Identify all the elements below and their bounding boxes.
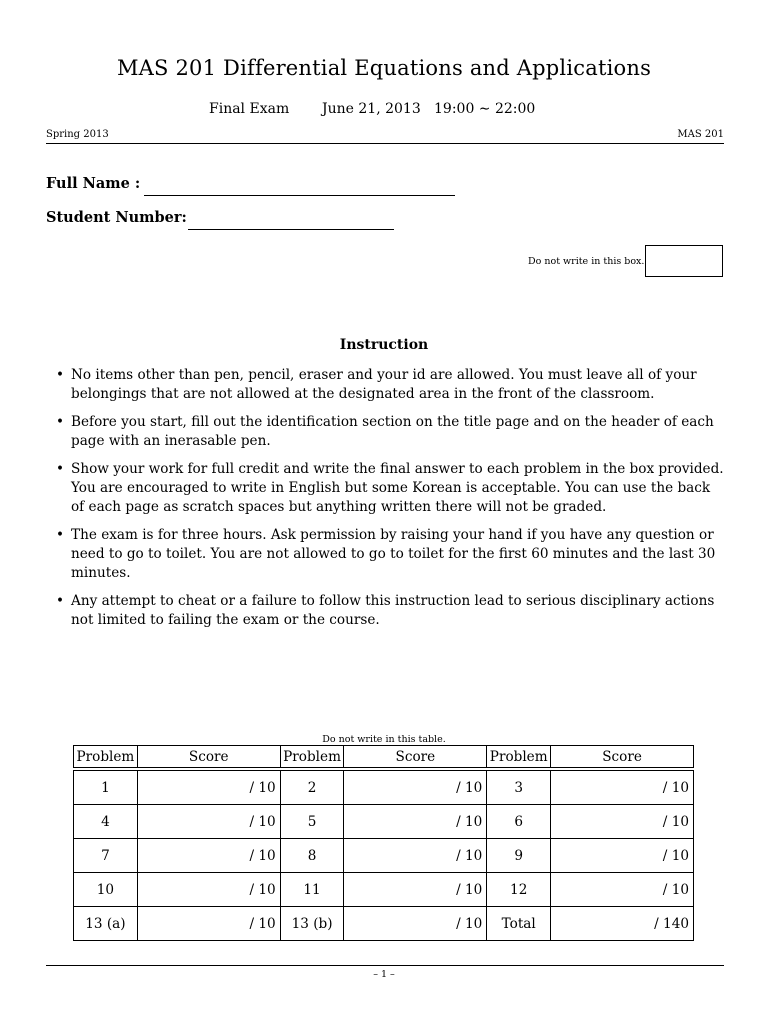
instruction-list <box>56 366 726 639</box>
header-score: Score <box>137 745 280 767</box>
full-name-line[interactable] <box>144 195 455 196</box>
score-cell: / 10 <box>550 838 694 872</box>
score-cell: / 10 <box>137 804 280 838</box>
box-note: Do not write in this box. <box>528 256 645 267</box>
student-number-label: Student Number: <box>46 209 187 226</box>
problem-cell: 13 (b) <box>280 906 344 941</box>
problem-cell: 6 <box>486 804 550 838</box>
score-cell: / 10 <box>137 838 280 872</box>
header-problem: Problem <box>486 745 550 767</box>
bullet-glyph: • <box>56 527 65 543</box>
problem-cell: 9 <box>486 838 550 872</box>
exam-time: 19:00 ∼ 22:00 <box>434 101 536 117</box>
bullet-glyph: • <box>56 593 65 609</box>
score-cell: / 10 <box>343 906 486 941</box>
table-row <box>73 770 694 804</box>
instruction-item <box>56 460 726 517</box>
score-cell: / 10 <box>550 804 694 838</box>
table-row <box>73 906 694 941</box>
score-cell: / 10 <box>550 872 694 906</box>
course-code-label: MAS 201 <box>677 129 724 140</box>
problem-cell: 4 <box>73 804 137 838</box>
table-row <box>73 804 694 838</box>
problem-cell: 1 <box>73 770 137 804</box>
score-cell: / 10 <box>343 838 486 872</box>
exam-title: MAS 201 Differential Equations and Applications <box>116 56 652 80</box>
header-problem: Problem <box>280 745 344 767</box>
score-cell: / 10 <box>137 770 280 804</box>
instruction-text: Before you start, fill out the identification section on the title page and on the header of each page with an inerasable pen. <box>71 414 714 449</box>
full-name-label: Full Name : <box>46 175 141 192</box>
page-number: – 1 – <box>373 969 395 980</box>
score-cell: / 10 <box>343 872 486 906</box>
semester-label: Spring 2013 <box>46 129 109 140</box>
instruction-text: Any attempt to cheat or a failure to follow this instruction lead to serious disciplinary actions not limited to failing the exam or the course. <box>71 593 715 628</box>
student-number-line[interactable] <box>188 229 394 230</box>
total-label-cell: Total <box>486 906 550 941</box>
footer-rule <box>46 965 724 966</box>
header-score: Score <box>550 745 694 767</box>
instruction-item <box>56 592 726 630</box>
exam-date: June 21, 2013 <box>322 101 421 117</box>
grader-box <box>645 245 723 277</box>
instruction-text: The exam is for three hours. Ask permission by raising your hand if you have any question or need to go to toilet. You are not allowed to go to toilet for the first 60 minutes and the last 30 minutes. <box>71 527 716 581</box>
problem-cell: 8 <box>280 838 344 872</box>
header-score: Score <box>343 745 486 767</box>
bullet-glyph: • <box>56 461 65 477</box>
instruction-text: Show your work for full credit and write the final answer to each problem in the box provided. You are encouraged to write in English but some Korean is acceptable. You can use the back of each page as scratch spaces but anything written there will not be graded. <box>71 461 724 515</box>
instruction-title: Instruction <box>339 337 429 353</box>
table-row <box>73 872 694 906</box>
score-cell: / 10 <box>343 804 486 838</box>
instruction-item <box>56 413 726 451</box>
header-rule <box>46 143 724 144</box>
problem-cell: 13 (a) <box>73 906 137 941</box>
bullet-glyph: • <box>56 367 65 383</box>
problem-cell: 7 <box>73 838 137 872</box>
bullet-glyph: • <box>56 414 65 430</box>
problem-cell: 10 <box>73 872 137 906</box>
score-cell: / 10 <box>550 770 694 804</box>
header-problem: Problem <box>73 745 137 767</box>
score-table <box>73 745 694 941</box>
problem-cell: 5 <box>280 804 344 838</box>
score-cell: / 10 <box>137 906 280 941</box>
score-cell: / 10 <box>137 872 280 906</box>
total-score-cell: / 140 <box>550 906 694 941</box>
exam-name: Final Exam <box>209 101 290 117</box>
instruction-item <box>56 526 726 583</box>
table-note: Do not write in this table. <box>322 734 446 745</box>
score-table-header-row <box>73 745 694 767</box>
problem-cell: 12 <box>486 872 550 906</box>
instruction-item <box>56 366 726 404</box>
table-row <box>73 838 694 872</box>
problem-cell: 2 <box>280 770 344 804</box>
problem-cell: 3 <box>486 770 550 804</box>
instruction-text: No items other than pen, pencil, eraser and your id are allowed. You must leave all of your belongings that are not allowed at the designated area in the front of the classroom. <box>71 367 697 402</box>
score-cell: / 10 <box>343 770 486 804</box>
problem-cell: 11 <box>280 872 344 906</box>
